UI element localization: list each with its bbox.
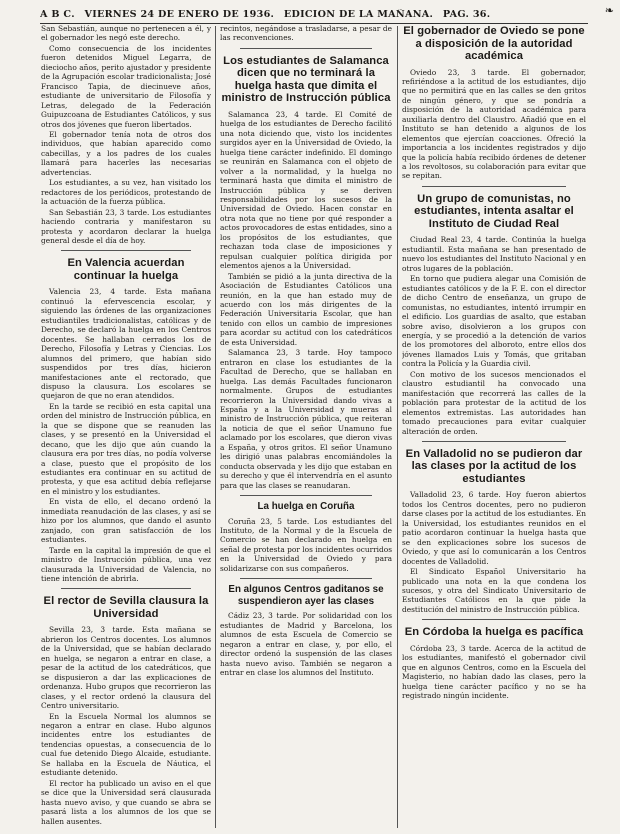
page-number: PAG. 36. (442, 9, 491, 20)
section-rule (240, 48, 372, 49)
column-divider (397, 26, 398, 828)
page-header (40, 9, 588, 24)
headline-cordoba: En Córdoba la huelga es pacífica (404, 626, 584, 639)
paragraph: San Sebastián 23, 3 tarde. Los estudiantes haciendo contraria y manifestaron su protesta y acordaron declarar la huelga general desde el día de hoy. (41, 207, 211, 245)
paragraph: Valladolid 23, 6 tarde. Hoy fueron abiertos todos los Centros docentes, pero no pudieron darse clases por la actitud de los estudiantes. En la Universidad, los estudiantes reunidos en el patio acordaron continuar la huelga hasta que se den explicaciones sobre los sucesos de Oviedo, y que así lo comunicarán a los Centros docentes de Valladolid. (402, 490, 586, 566)
paragraph: Tarde en la capital la impresión de que el ministro de Instrucción pública, una vez clausurada la Universidad de Valencia, no tiene intención de abrirla. (41, 545, 211, 584)
paragraph: Oviedo 23, 3 tarde. El gobernador, refiriéndose a la actitud de los estudiantes, dijo que no permitirá que en las calles se den gritos de ningún género, y que se pondría a disposición de la autoridad académica para auxiliarla dentro del Claustro. Añadió que en el Instituto se han detenido a algunos de los elementos que ejercían coacciones. Ofreció la importancia a los incidentes registrados y dijo que la policía había recibido órdenes de detener a los revoltosos, su colaboración para evitar que se repitan. (402, 67, 586, 181)
paragraph: También se pidió a la junta directiva de la Asociación de Estudiantes Católicos una reunión, en la que han estado muy de acuerdo con los más dirigentes de la Federación Universitaria Escolar, que han tenido con ellos un cambio de impresiones para acordar su actitud con los catedráticos de esta Universidad. (220, 271, 392, 347)
paragraph: Los estudiantes, a su vez, han visitado los redactores de los periódicos, protestando de la actuación de la fuerza pública. (41, 178, 211, 207)
edition-label: EDICION DE LA MAÑANA. (283, 9, 434, 20)
paragraph: El rector ha publicado un aviso en el que se dice que la Universidad será clausurada hasta nuevo aviso, y que cuando se abra se pasará lista a los alumnos de los que se hallen ausentes. (41, 778, 211, 826)
paragraph: Salamanca 23, 4 tarde. El Comité de huelga de los estudiantes de Derecho facilitó una nota diciendo que, visto los incidentes surgidos ayer en la Universidad de Oviedo, la huelga tiene carácter indefinido. El domingo se reunirán en Salamanca con el objeto de volver a la normalidad, y la huelga no terminará hasta que dimita el ministro de Instrucción pública y se deriven responsabilidades por los sucesos de la Universidad de Oviedo. Hacen constar en otra nota que no tiene por qué responder a actos provocadores de estas entidades, sino a los propósitos de los estudiantes, que rechazan toda clase de imposiciones y repulsan cualquier política dirigida por elementos ajenos a la Universidad. (220, 109, 392, 271)
section-rule (61, 250, 191, 251)
paragraph: San Sebastián, aunque no pertenecen a él, y el gobernador les negó este derecho. (41, 24, 211, 43)
paragraph: Ciudad Real 23, 4 tarde. Continúa la huelga estudiantil. Esta mañana se han presentado de nuevo los estudiantes del Instituto Nacional y en otros lugares de la población. (402, 235, 586, 273)
paragraph: recintos, negándose a trasladarse, a pesar de las reconvenciones. (220, 24, 392, 43)
headline-oviedo: El gobernador de Oviedo se pone a disposición de la autoridad académica (403, 25, 585, 62)
headline-coruna: La huelga en Coruña (257, 501, 355, 513)
column-1 (41, 24, 211, 828)
section-rule (240, 495, 372, 496)
paragraph: Salamanca 23, 3 tarde. Hoy tampoco entraron en clase los estudiantes de la Facultad de Derecho, que se hallaban en huelga. Las demás Facultades funcionaron normalmente. Grupos de estudiantes recorrieron la Universidad dando vivas a España y a la Universidad y mueras al ministro de Instrucción pública, que reiteran la noticia de que el señor Unamuno fue aclamado por los escolares, que dieron vivas a España, y otros gritos. El señor Unamuno les dirigió unas palabras encomiándoles la conducta observada y les dijo que estaban en su derecho y que él intervendría en el asunto para que las clases se reanudaran. (220, 348, 392, 490)
paragraph: Cádiz 23, 3 tarde. Por solidaridad con los estudiantes de Madrid y Barcelona, los alumnos de esta Escuela de Comercio se negaron a entrar en clase, y, por ello, el director ordenó la suspensión de las clases hasta nuevo aviso. También se negaron a entrar en clase los alumnos del Instituto. (220, 611, 392, 677)
paragraph: El Sindicato Español Universitario ha publicado una nota en la que condena los sucesos, y otra del Sindicato Universitario de Estudiantes Católicos en la que pide la destitución del ministro de Instrucción pública. (402, 567, 586, 614)
paragraph: Con motivo de los sucesos mencionados el claustro estudiantil ha convocado una manifestación que recorrerá las calles de la población para protestar de la actitud de los elementos extremistas. Las autoridades han tomado precauciones para evitar cualquier alteración de orden. (402, 369, 586, 436)
paragraph: Valencia 23, 4 tarde. Esta mañana continuó la efervescencia escolar, y siguiendo las órdenes de las organizaciones estudiantiles tradicionalistas, católicas y de Derecho, se declaró la huelga en los Centros docentes. Se hallaban cerrados los de Derecho, Filosofía y Letras y Ciencias. Los alumnos del primero, que habían sido suspendidos por tres días, hicieron manifestaciones ante el rectorado, que dispuso la clausura. Los escolares se quejaron de que no eran atendidos. (41, 287, 211, 401)
paragraph: Coruña 23, 5 tarde. Los estudiantes del Instituto, de la Normal y de la Escuela de Comercio se han declarado en huelga en señal de protesta por los incidentes ocurridos en la Universidad de Oviedo y para solidarizarse con sus compañeros. (220, 516, 392, 573)
section-rule (422, 619, 566, 620)
headline-valladolid: En Valladolid no se pudieron dar las clases por la actitud de los estudiantes (405, 447, 583, 485)
paragraph: En la tarde se recibió en esta capital una orden del ministro de Instrucción pública, en la que se dispone que se reanuden las clases, y se presentó en la Universidad el decano, que les dijo que aún cuando la clausura era por tres días, no podía volverse a clase, puesto que el propósito de los estudiantes era continuar en su actitud de protesta, y que esa actitud debía reflejarse en el ministro y los estudiantes. (41, 401, 211, 496)
headline-salamanca: Los estudiantes de Salamanca dicen que no terminará la huelga hasta que dimita el ministro de Instrucción pública (221, 54, 391, 105)
paragraph: El gobernador tenía nota de otros dos individuos, que habían aparecido como cabecillas, y a los padres de los cuales llamará para hacerles las necesarias advertencias. (41, 129, 211, 177)
headline-comunistas: Un grupo de comunistas, no estudiantes, intenta asaltar el Instituto de Ciudad Real (414, 192, 574, 230)
section-rule (422, 186, 566, 187)
column-divider (215, 26, 216, 828)
paragraph: En vista de ello, el decano ordenó la inmediata reanudación de las clases, y así se hizo por los alumnos, que dando el asunto zanjado, con gran satisfacción de los estudiantes. (41, 497, 211, 545)
paper-name: A B C. (40, 9, 75, 20)
section-rule (61, 588, 191, 589)
paragraph: Sevilla 23, 3 tarde. Esta mañana se abrieron los Centros docentes. Los alumnos de la Universidad, que se habían declarado en huelga, se negaron a entrar en clase, a pesar de la actitud de los catedráticos, que se dispusieron a dar las explicaciones de ordenanza. Hubo grupos que recorrieron las clases, y el rector ordenó la clausura del Centro universitario. (41, 625, 211, 711)
paragraph: En torno que pudiera alegar una Comisión de estudiantes católicos y de la F. E. con el director de dicho Centro de enseñanza, un grupo de comunistas, no estudiantes, intentó irrumpir en el edificio. Los guardias de asalto, que estaban sobre aviso, disolvieron a los grupos con energía, y se procedió a la detención de varios de los promotores del alboroto, entre ellos dos jóvenes llamados Luis y Tomás, que gritaban contra la Policía y la Guardia civil. (402, 274, 586, 369)
issue-date: VIERNES 24 DE ENERO DE 1936. (84, 9, 275, 20)
section-rule (422, 441, 566, 442)
paragraph: Córdoba 23, 3 tarde. Acerca de la actitud de los estudiantes, manifestó el gobernador civil que en algunos Centros, como en la Escuela del Magisterio, no habían dado las clases, pero la huelga tiene carácter pacífico y no se ha registrado ningún incidente. (402, 643, 586, 701)
ornament-icon: ❧ (604, 4, 614, 17)
headline-sevilla: El rector de Sevilla clausura la Universidad (43, 595, 209, 620)
paragraph: En la Escuela Normal los alumnos se negaron a entrar en clase. Hubo algunos incidentes entre los estudiantes de tendencias opuestas, a consecuencia de lo cual fue detenido Diego Alcaide, estudiante. Se hallaba en la Escuela de Náutica, el estudiante detenido. (41, 711, 211, 778)
column-3 (402, 24, 586, 828)
paragraph: Como consecuencia de los incidentes fueron detenidos Miguel Legarra, de dieciocho años, perito ajustador y presidente de la Agrupación escolar tradicionalista; José Francisco Tapia, de diecinueve años, estudiante de universitario de Filosofía y Letras, delegado de la Federación Guipuzcoana de Estudiantes Católicos, y sus otros dos jóvenes que fueron libertados. (41, 43, 211, 129)
column-2 (220, 24, 392, 828)
headline-centros: En algunos Centros gaditanos se suspendieron ayer las clases (228, 584, 384, 607)
headline-valencia: En Valencia acuerdan continuar la huelga (67, 257, 185, 282)
section-rule (240, 578, 372, 579)
